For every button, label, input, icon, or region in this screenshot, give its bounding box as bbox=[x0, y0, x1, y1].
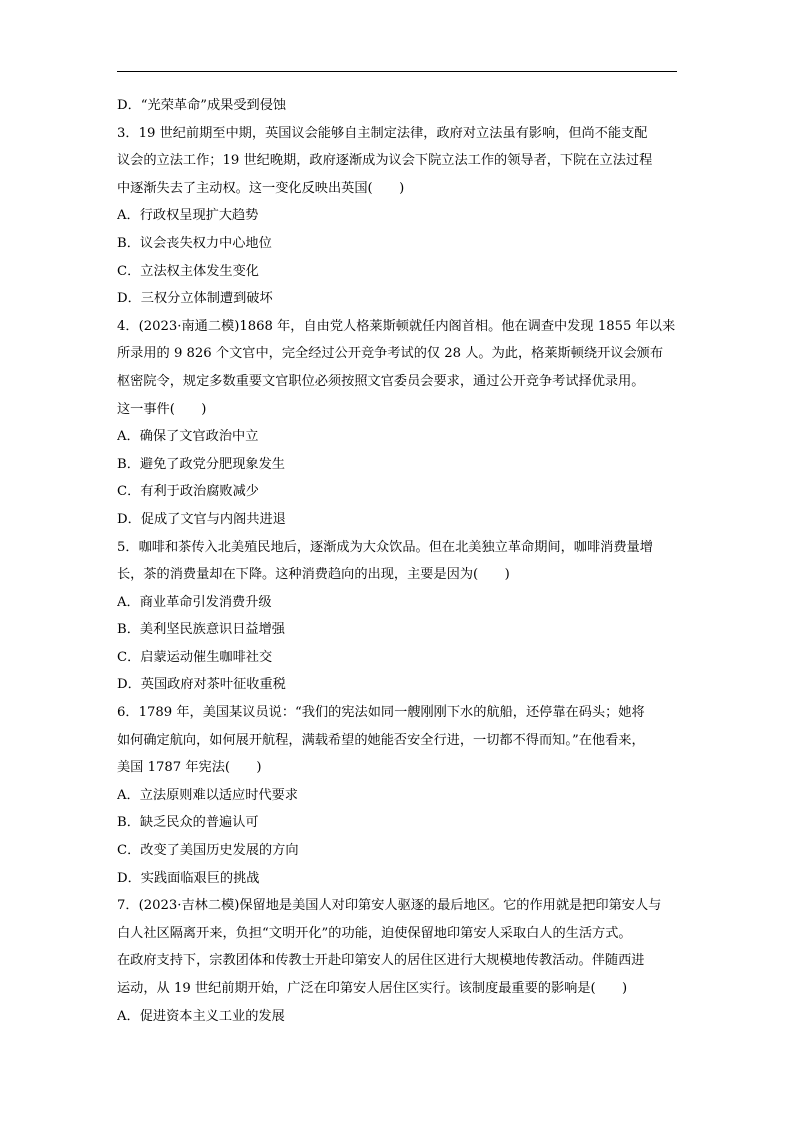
question-6-option-b: B．缺乏民众的普遍认可 bbox=[117, 815, 259, 831]
question-6-option-c: C．改变了美国历史发展的方向 bbox=[117, 843, 299, 859]
question-4-stem: 枢密院令，规定多数重要文官职位必须按照文官委员会要求，通过公开竞争考试择优录用。 bbox=[117, 373, 645, 389]
question-4-stem: 4．(2023·南通二模)1868 年，自由党人格莱斯顿就任内阁首相。他在调查中发现 1855 年以来 bbox=[117, 318, 676, 334]
question-3-option-d: D．三权分立体制遭到破坏 bbox=[117, 291, 273, 307]
question-6-stem: 如何确定航向，如何展开航程，满载希望的她能否安全行进，一切都不得而知。”在他看来， bbox=[117, 732, 645, 748]
question-6-option-a: A．立法原则难以适应时代要求 bbox=[117, 787, 298, 803]
question-4-stem: 所录用的 9 826 个文官中，完全经过公开竞争考试的仅 28 人。为此，格莱斯顿绕开议会颁布 bbox=[117, 346, 664, 362]
question-5-stem: 5．咖啡和茶传入北美殖民地后，逐渐成为大众饮品。但在北美独立革命期间，咖啡消费量增 bbox=[117, 539, 653, 555]
question-4-stem: 这一事件( ) bbox=[117, 401, 207, 417]
question-4-option-a: A．确保了文官政治中立 bbox=[117, 429, 259, 445]
question-6-stem: 6．1789 年，美国某议员说：“我们的宪法如同一艘刚刚下水的航船，还停靠在码头；她将 bbox=[117, 705, 645, 721]
page-content bbox=[117, 92, 677, 1030]
question-3-stem: 议会的立法工作；19 世纪晚期，政府逐渐成为议会下院立法工作的领导者，下院在立法过程 bbox=[117, 153, 653, 169]
question-7-stem: 7．(2023·吉林二模)保留地是美国人对印第安人驱逐的最后地区。它的作用就是把印第安人与 bbox=[117, 898, 662, 914]
question-5-stem: 长，茶的消费量却在下降。这种消费趋向的出现，主要是因为( ) bbox=[117, 567, 510, 583]
question-3-stem: 3．19 世纪前期至中期，英国议会能够自主制定法律，政府对立法虽有影响，但尚不能支配 bbox=[117, 125, 648, 141]
question-5-option-b: B．美利坚民族意识日益增强 bbox=[117, 622, 285, 638]
question-6-option-d: D．实践面临艰巨的挑战 bbox=[117, 870, 260, 886]
question-5-option-d: D．英国政府对茶叶征收重税 bbox=[117, 677, 286, 693]
question-7-stem: 在政府支持下，宗教团体和传教士开赴印第安人的居住区进行大规模地传教活动。伴随西进 bbox=[117, 953, 645, 969]
question-7-stem: 白人社区隔离开来，负担“文明开化”的功能，迫使保留地印第安人采取白人的生活方式。 bbox=[117, 925, 632, 941]
question-4-option-d: D．促成了文官与内阁共进退 bbox=[117, 511, 286, 527]
question-3-option-c: C．立法权主体发生变化 bbox=[117, 263, 259, 279]
question-4-option-c: C．有利于政治腐败减少 bbox=[117, 484, 259, 500]
question-7-stem: 运动，从 19 世纪前期开始，广泛在印第安人居住区实行。该制度最重要的影响是( ) bbox=[117, 981, 628, 996]
question-3-stem: 中逐渐失去了主动权。这一变化反映出英国( ) bbox=[117, 180, 405, 196]
option-d-q2: D．“光荣革命”成果受到侵蚀 bbox=[117, 98, 287, 113]
question-3-option-b: B．议会丧失权力中心地位 bbox=[117, 235, 272, 251]
question-5-option-c: C．启蒙运动催生咖啡社交 bbox=[117, 649, 273, 665]
question-7-option-a: A．促进资本主义工业的发展 bbox=[117, 1008, 285, 1024]
question-6-stem: 美国 1787 年宪法( ) bbox=[117, 760, 262, 776]
question-5-option-a: A．商业革命引发消费升级 bbox=[117, 594, 272, 610]
header-rule bbox=[117, 71, 677, 72]
question-3-option-a: A．行政权呈现扩大趋势 bbox=[117, 208, 259, 224]
question-4-option-b: B．避免了政党分肥现象发生 bbox=[117, 456, 285, 472]
